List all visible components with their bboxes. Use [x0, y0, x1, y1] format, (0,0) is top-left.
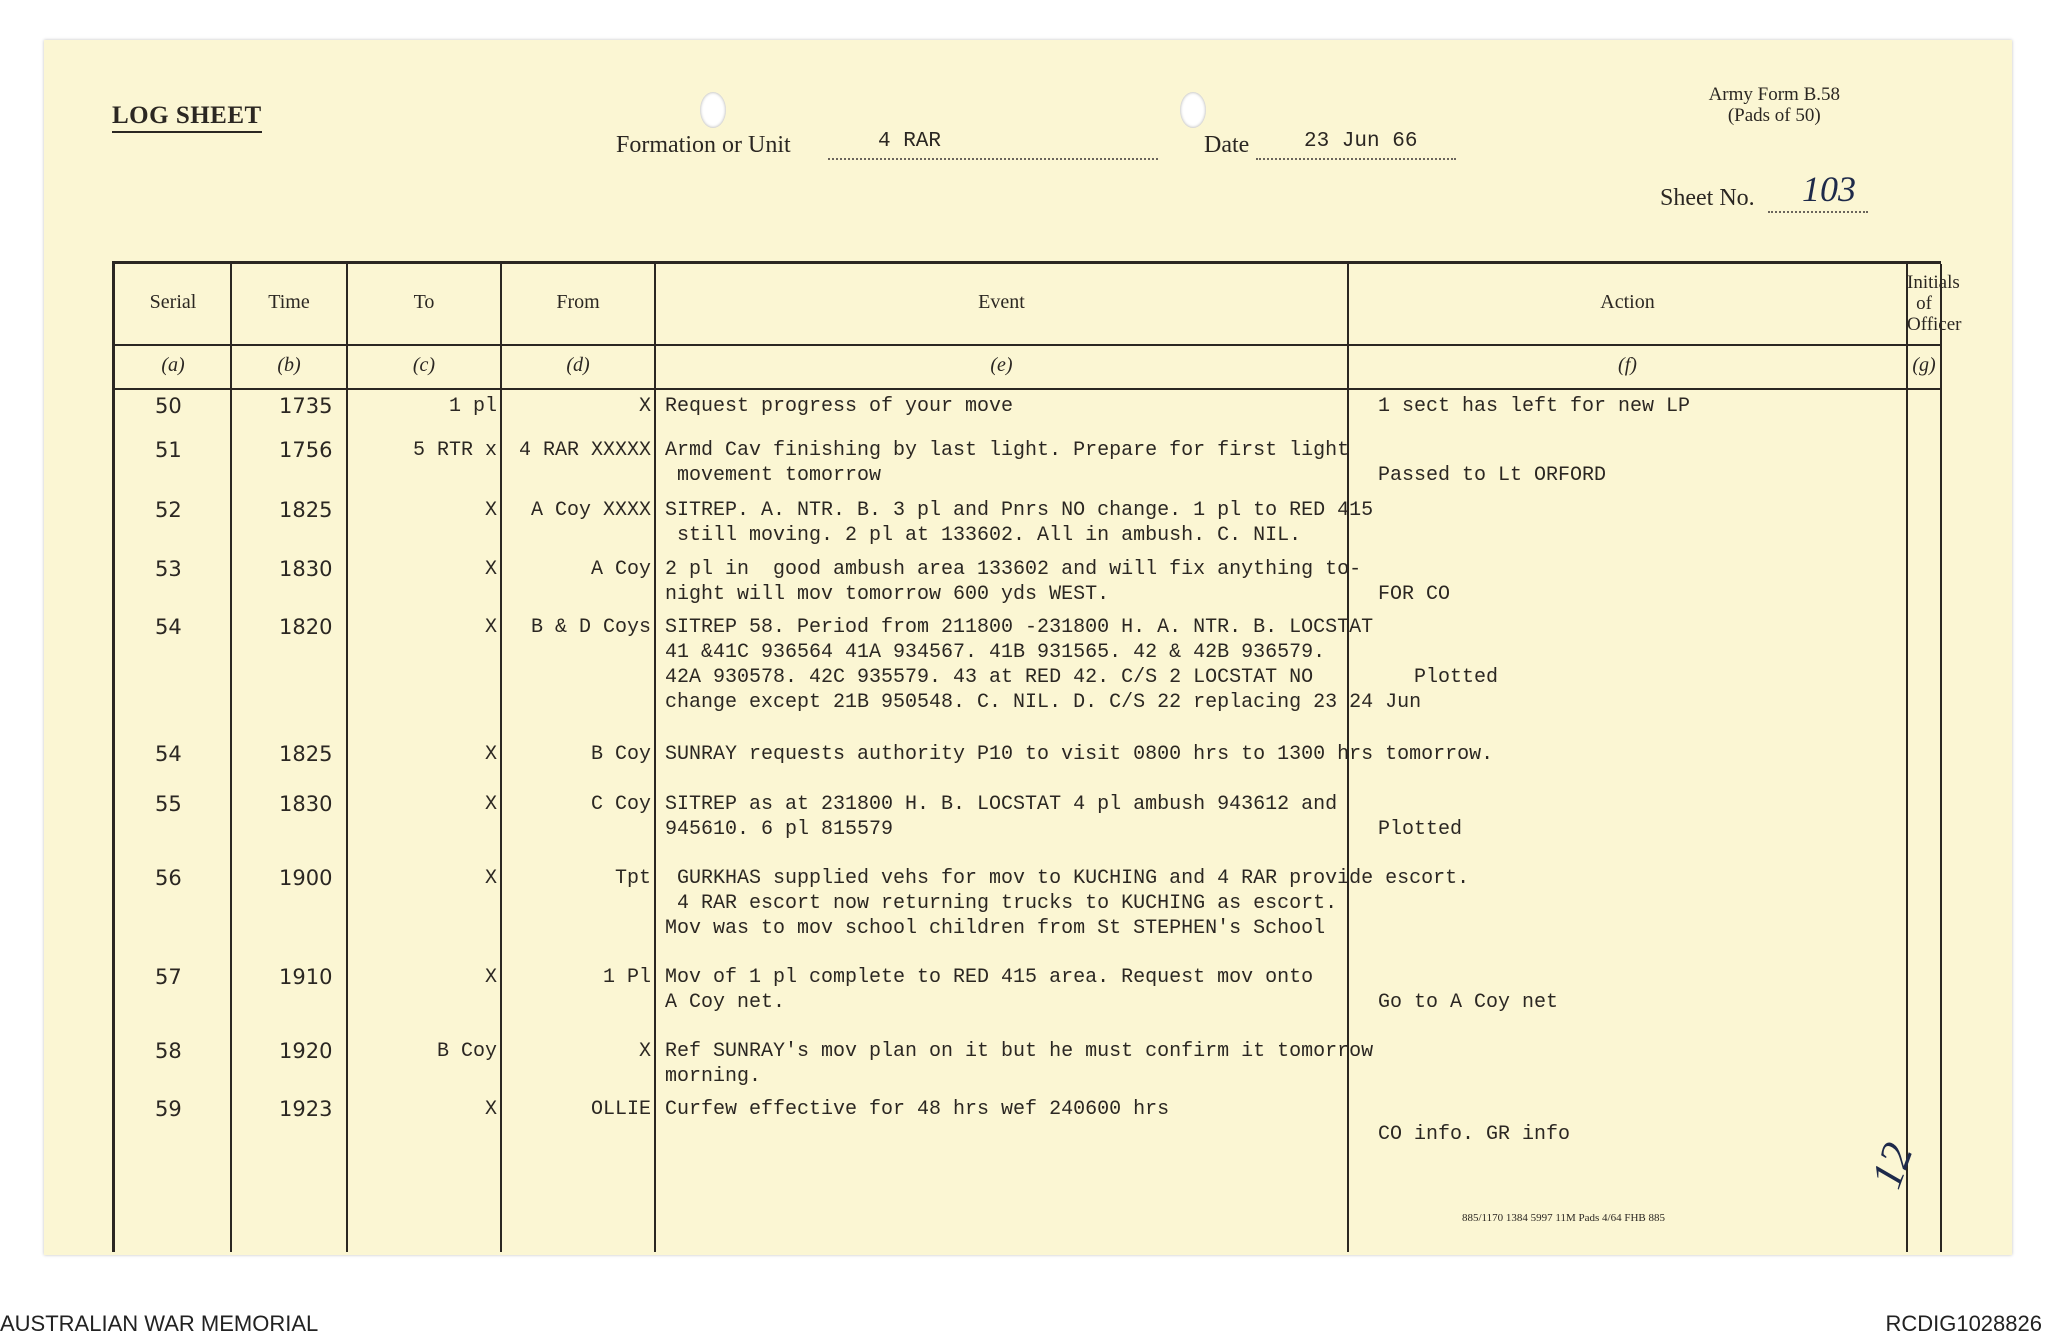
row-action: 1 sect has left for new LP — [1378, 395, 1691, 418]
column-header-event: Event — [978, 291, 1025, 313]
row-serial: 50 — [155, 394, 182, 418]
handwritten-margin-note: 12 — [1861, 1136, 1923, 1195]
row-from: OLLIE — [590, 1098, 651, 1121]
row-from: A Coy XXXX — [530, 499, 651, 522]
table-column-divider — [654, 264, 656, 1252]
date-value: 23 Jun 66 — [1304, 130, 1418, 153]
table-column-divider — [1906, 264, 1908, 1252]
column-letter: (g) — [1912, 354, 1936, 376]
row-to: X — [484, 499, 497, 522]
column-header-word: Initials — [1907, 272, 1960, 293]
row-from: 1 Pl — [602, 966, 651, 989]
sheet-no-value: 103 — [1802, 169, 1856, 209]
row-serial: 55 — [155, 792, 182, 816]
army-form-pads: (Pads of 50) — [1727, 105, 1821, 126]
column-letter: (a) — [161, 354, 185, 376]
log-table — [112, 261, 1962, 1252]
column-letter: (c) — [412, 354, 436, 376]
row-action: FOR CO — [1378, 583, 1451, 606]
punch-hole-left — [700, 92, 726, 128]
column-letter: (e) — [990, 354, 1013, 376]
unit-label: Formation or Unit — [616, 132, 791, 158]
row-time: 1830 — [279, 557, 333, 581]
row-serial: 53 — [155, 557, 182, 581]
column-header-time: Time — [268, 291, 310, 313]
unit-value: 4 RAR — [878, 130, 942, 153]
row-action: Go to A Coy net — [1378, 991, 1559, 1014]
row-from: 4 RAR XXXXX — [518, 439, 651, 462]
row-to: 1 pl — [448, 395, 497, 418]
row-time: 1735 — [279, 394, 333, 418]
row-event: SITREP 58. Period from 211800 -231800 H. A. NTR. B. LOCSTAT 41 &41C 936564 41A 934567. 41B 931565. 42 & 42B 936579. 42A 930578. 42C 935579. 43 at RED 42. C/S 2 LOCSTAT NO change except 21B 950548. C. NIL. D. C/S 22 replacing 23 24 Jun — [665, 616, 1422, 714]
table-column-divider — [112, 264, 115, 1252]
row-from: A Coy — [590, 558, 651, 581]
log-sheet-paper — [44, 40, 2012, 1255]
row-from: B Coy — [590, 743, 651, 766]
row-event: Armd Cav finishing by last light. Prepare for first light movement tomorrow — [665, 439, 1350, 487]
row-action: Plotted — [1414, 666, 1499, 689]
column-header-to: To — [413, 291, 435, 313]
row-serial: 52 — [155, 498, 182, 522]
table-header-rule — [115, 344, 1941, 346]
row-to: X — [484, 966, 497, 989]
column-header-from: From — [556, 291, 600, 313]
column-header-word: Officer — [1907, 314, 1962, 335]
army-form-note — [1709, 84, 1840, 126]
date-label: Date — [1204, 132, 1250, 158]
row-to: X — [484, 616, 497, 639]
table-column-divider — [346, 264, 348, 1252]
row-to: X — [484, 793, 497, 816]
row-event: GURKHAS supplied vehs for mov to KUCHING and 4 RAR provide escort. 4 RAR escort now returning trucks to KUCHING as escort. Mov was to mov school children from St STEPHEN's School — [665, 867, 1470, 940]
row-event: SITREP as at 231800 H. B. LOCSTAT 4 pl ambush 943612 and 945610. 6 pl 815579 — [665, 793, 1338, 841]
table-header-rule — [115, 388, 1941, 390]
column-letter: (f) — [1618, 354, 1637, 376]
row-serial: 56 — [155, 866, 182, 890]
row-event: SITREP. A. NTR. B. 3 pl and Pnrs NO change. 1 pl to RED 415 still moving. 2 pl at 133602. All in ambush. C. NIL. — [665, 499, 1374, 547]
footer-reference: RCDIG1028826 — [1885, 1311, 2042, 1336]
table-column-divider — [1940, 264, 1942, 1252]
table-column-divider — [230, 264, 232, 1252]
row-serial: 57 — [155, 965, 182, 989]
footer-source: AUSTRALIAN WAR MEMORIAL — [0, 1311, 319, 1336]
row-from: X — [638, 395, 651, 418]
row-serial: 51 — [155, 438, 182, 462]
row-to: 5 RTR x — [412, 439, 497, 462]
row-time: 1756 — [279, 438, 333, 462]
row-event: SUNRAY requests authority P10 to visit 0800 hrs to 1300 hrs tomorrow. — [665, 743, 1494, 766]
row-event: 2 pl in good ambush area 133602 and will fix anything to- night will mov tomorrow 600 yds WEST. — [665, 558, 1362, 606]
row-to: X — [484, 1098, 497, 1121]
date-dotted-line — [1256, 158, 1456, 160]
sheet-no-label: Sheet No. — [1660, 185, 1755, 211]
row-event: Mov of 1 pl complete to RED 415 area. Request mov onto A Coy net. — [665, 966, 1314, 1014]
column-header-initials-of-officer — [1907, 272, 1962, 335]
punch-hole-right — [1180, 92, 1206, 128]
column-header-action: Action — [1600, 291, 1655, 313]
row-from: C Coy — [590, 793, 651, 816]
unit-dotted-line — [828, 158, 1158, 160]
printer-code: 885/1170 1384 5997 11M Pads 4/64 FHB 885 — [1462, 1212, 1666, 1224]
row-time: 1820 — [279, 615, 333, 639]
column-header-serial: Serial — [149, 291, 197, 313]
row-time: 1825 — [279, 742, 333, 766]
row-action: Plotted — [1378, 818, 1463, 841]
row-serial: 54 — [155, 742, 182, 766]
army-form-number: Army Form B.58 — [1708, 84, 1840, 105]
row-action: CO info. GR info — [1378, 1123, 1571, 1146]
row-from: Tpt — [614, 867, 651, 890]
column-letter: (b) — [277, 354, 301, 376]
row-time: 1920 — [279, 1039, 333, 1063]
row-time: 1830 — [279, 792, 333, 816]
row-from: B & D Coys — [530, 616, 651, 639]
row-serial: 54 — [155, 615, 182, 639]
row-event: Ref SUNRAY's mov plan on it but he must confirm it tomorrow morning. — [665, 1040, 1374, 1088]
row-time: 1910 — [279, 965, 333, 989]
row-to: B Coy — [436, 1040, 497, 1063]
column-letter: (d) — [566, 354, 590, 376]
row-time: 1923 — [279, 1097, 333, 1121]
row-time: 1825 — [279, 498, 333, 522]
row-event: Curfew effective for 48 hrs wef 240600 hrs — [665, 1098, 1170, 1121]
sheet-no-dotted-line — [1768, 211, 1868, 213]
row-serial: 59 — [155, 1097, 182, 1121]
row-time: 1900 — [279, 866, 333, 890]
table-column-divider — [500, 264, 502, 1252]
row-event: Request progress of your move — [665, 395, 1014, 418]
row-action: Passed to Lt ORFORD — [1378, 464, 1607, 487]
row-serial: 58 — [155, 1039, 182, 1063]
log-sheet-title: LOG SHEET — [112, 102, 262, 133]
row-to: X — [484, 743, 497, 766]
row-to: X — [484, 867, 497, 890]
column-header-word: of — [1916, 293, 1932, 314]
row-to: X — [484, 558, 497, 581]
row-from: X — [638, 1040, 651, 1063]
